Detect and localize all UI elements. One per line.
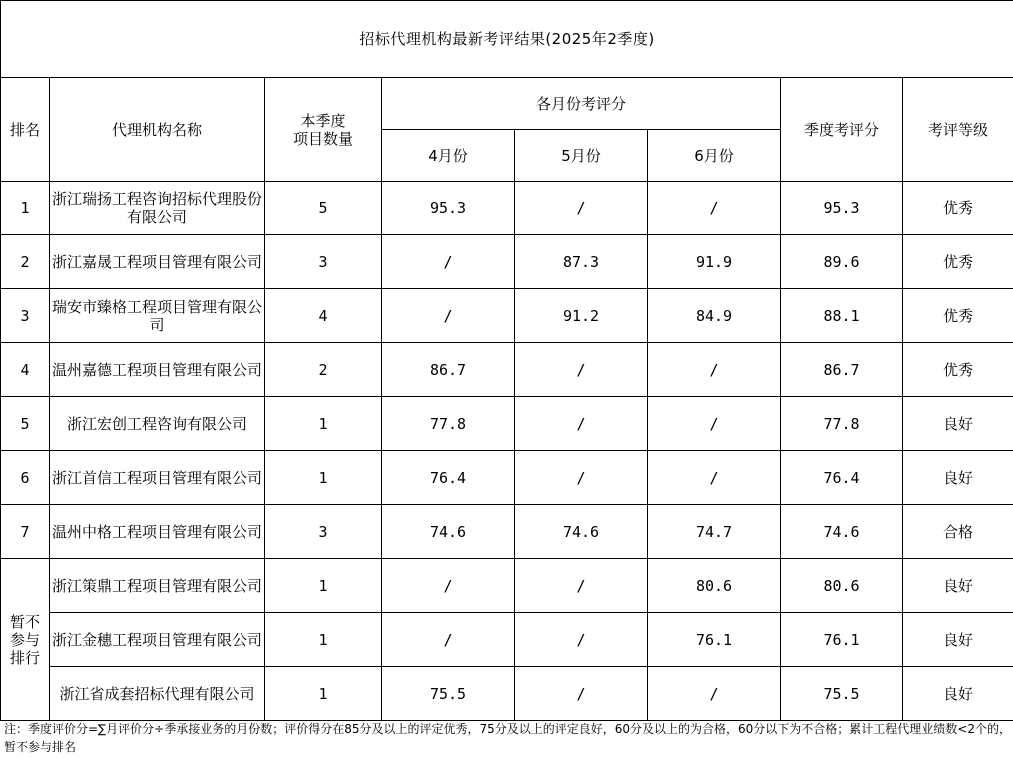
quarter-score-cell: 80.6 [781, 559, 903, 613]
april-score-cell: / [382, 289, 515, 343]
project-count-cell: 1 [265, 559, 382, 613]
header-project-count [265, 78, 382, 182]
table-row [1, 289, 1013, 343]
grade-cell: 良好 [903, 667, 1013, 721]
quarter-score-cell: 95.3 [781, 182, 903, 235]
june-score-cell: / [648, 182, 781, 235]
grade-cell: 良好 [903, 559, 1013, 613]
june-score-cell: / [648, 451, 781, 505]
table-row [1, 182, 1013, 235]
rank-cell: 2 [1, 235, 50, 289]
april-score-cell: 77.8 [382, 397, 515, 451]
agency-name-cell: 浙江宏创工程咨询有限公司 [50, 397, 265, 451]
header-month-june: 6月份 [648, 130, 781, 182]
quarter-score-cell: 89.6 [781, 235, 903, 289]
may-score-cell: 74.6 [515, 505, 648, 559]
agency-name-cell: 浙江金穗工程项目管理有限公司 [50, 613, 265, 667]
may-score-cell: / [515, 397, 648, 451]
april-score-cell: 75.5 [382, 667, 515, 721]
table-row [1, 505, 1013, 559]
header-agency-name: 代理机构名称 [50, 78, 265, 182]
project-count-cell: 1 [265, 613, 382, 667]
project-count-cell: 1 [265, 451, 382, 505]
grade-cell: 优秀 [903, 343, 1013, 397]
grade-cell: 合格 [903, 505, 1013, 559]
header-month-may: 5月份 [515, 130, 648, 182]
page-title: 招标代理机构最新考评结果(2025年2季度) [1, 1, 1013, 78]
quarter-score-cell: 75.5 [781, 667, 903, 721]
rank-cell: 6 [1, 451, 50, 505]
grade-cell: 优秀 [903, 289, 1013, 343]
april-score-cell: 95.3 [382, 182, 515, 235]
april-score-cell: 76.4 [382, 451, 515, 505]
may-score-cell: 91.2 [515, 289, 648, 343]
header-monthly-group: 各月份考评分 [382, 78, 781, 130]
april-score-cell: / [382, 613, 515, 667]
agency-name-cell: 浙江瑞扬工程咨询招标代理股份有限公司 [50, 182, 265, 235]
table-row [1, 451, 1013, 505]
header-quarter-score: 季度考评分 [781, 78, 903, 182]
agency-name-cell: 温州中格工程项目管理有限公司 [50, 505, 265, 559]
excluded-from-ranking-label: 暂不 参与 排行 [1, 559, 50, 721]
project-count-cell: 1 [265, 667, 382, 721]
quarter-score-cell: 76.1 [781, 613, 903, 667]
quarter-score-cell: 77.8 [781, 397, 903, 451]
agency-name-cell: 浙江策鼎工程项目管理有限公司 [50, 559, 265, 613]
april-score-cell: 74.6 [382, 505, 515, 559]
quarter-score-cell: 76.4 [781, 451, 903, 505]
june-score-cell: / [648, 343, 781, 397]
project-count-cell: 2 [265, 343, 382, 397]
may-score-cell: / [515, 559, 648, 613]
agency-name-cell: 浙江首信工程项目管理有限公司 [50, 451, 265, 505]
agency-name-cell: 浙江省成套招标代理有限公司 [50, 667, 265, 721]
june-score-cell: 80.6 [648, 559, 781, 613]
project-count-cell: 3 [265, 505, 382, 559]
grade-cell: 良好 [903, 397, 1013, 451]
april-score-cell: / [382, 235, 515, 289]
project-count-cell: 3 [265, 235, 382, 289]
rank-cell: 1 [1, 182, 50, 235]
project-count-cell: 4 [265, 289, 382, 343]
header-rank: 排名 [1, 78, 50, 182]
project-count-cell: 1 [265, 397, 382, 451]
grade-cell: 良好 [903, 613, 1013, 667]
june-score-cell: 91.9 [648, 235, 781, 289]
quarter-score-cell: 74.6 [781, 505, 903, 559]
grade-cell: 优秀 [903, 182, 1013, 235]
table-row [1, 613, 1013, 667]
grade-cell: 优秀 [903, 235, 1013, 289]
rank-cell: 5 [1, 397, 50, 451]
may-score-cell: / [515, 613, 648, 667]
june-score-cell: / [648, 397, 781, 451]
agency-name-cell: 瑞安市臻格工程项目管理有限公司 [50, 289, 265, 343]
agency-name-cell: 温州嘉德工程项目管理有限公司 [50, 343, 265, 397]
june-score-cell: / [648, 667, 781, 721]
table-row [1, 235, 1013, 289]
table-row [1, 343, 1013, 397]
april-score-cell: 86.7 [382, 343, 515, 397]
april-score-cell: / [382, 559, 515, 613]
june-score-cell: 74.7 [648, 505, 781, 559]
june-score-cell: 76.1 [648, 613, 781, 667]
table-row [1, 667, 1013, 721]
rank-cell: 7 [1, 505, 50, 559]
table-row [1, 559, 1013, 613]
june-score-cell: 84.9 [648, 289, 781, 343]
agency-name-cell: 浙江嘉晟工程项目管理有限公司 [50, 235, 265, 289]
header-month-april: 4月份 [382, 130, 515, 182]
may-score-cell: 87.3 [515, 235, 648, 289]
may-score-cell: / [515, 667, 648, 721]
header-grade: 考评等级 [903, 78, 1013, 182]
project-count-cell: 5 [265, 182, 382, 235]
quarter-score-cell: 86.7 [781, 343, 903, 397]
may-score-cell: / [515, 182, 648, 235]
rank-cell: 4 [1, 343, 50, 397]
header-project-count-label: 本季度 项目数量 [292, 111, 353, 148]
footnote: 注：季度评价分=∑月评价分÷季承接业务的月份数；评价得分在85分及以上的评定优秀，75分及以上的评定良好，60分及以上的为合格，60分以下为不合格；累计工程代理业绩数<2个的，暂不参与排名 [4, 722, 1011, 754]
may-score-cell: / [515, 451, 648, 505]
table-row [1, 397, 1013, 451]
quarter-score-cell: 88.1 [781, 289, 903, 343]
may-score-cell: / [515, 343, 648, 397]
grade-cell: 良好 [903, 451, 1013, 505]
rank-cell: 3 [1, 289, 50, 343]
